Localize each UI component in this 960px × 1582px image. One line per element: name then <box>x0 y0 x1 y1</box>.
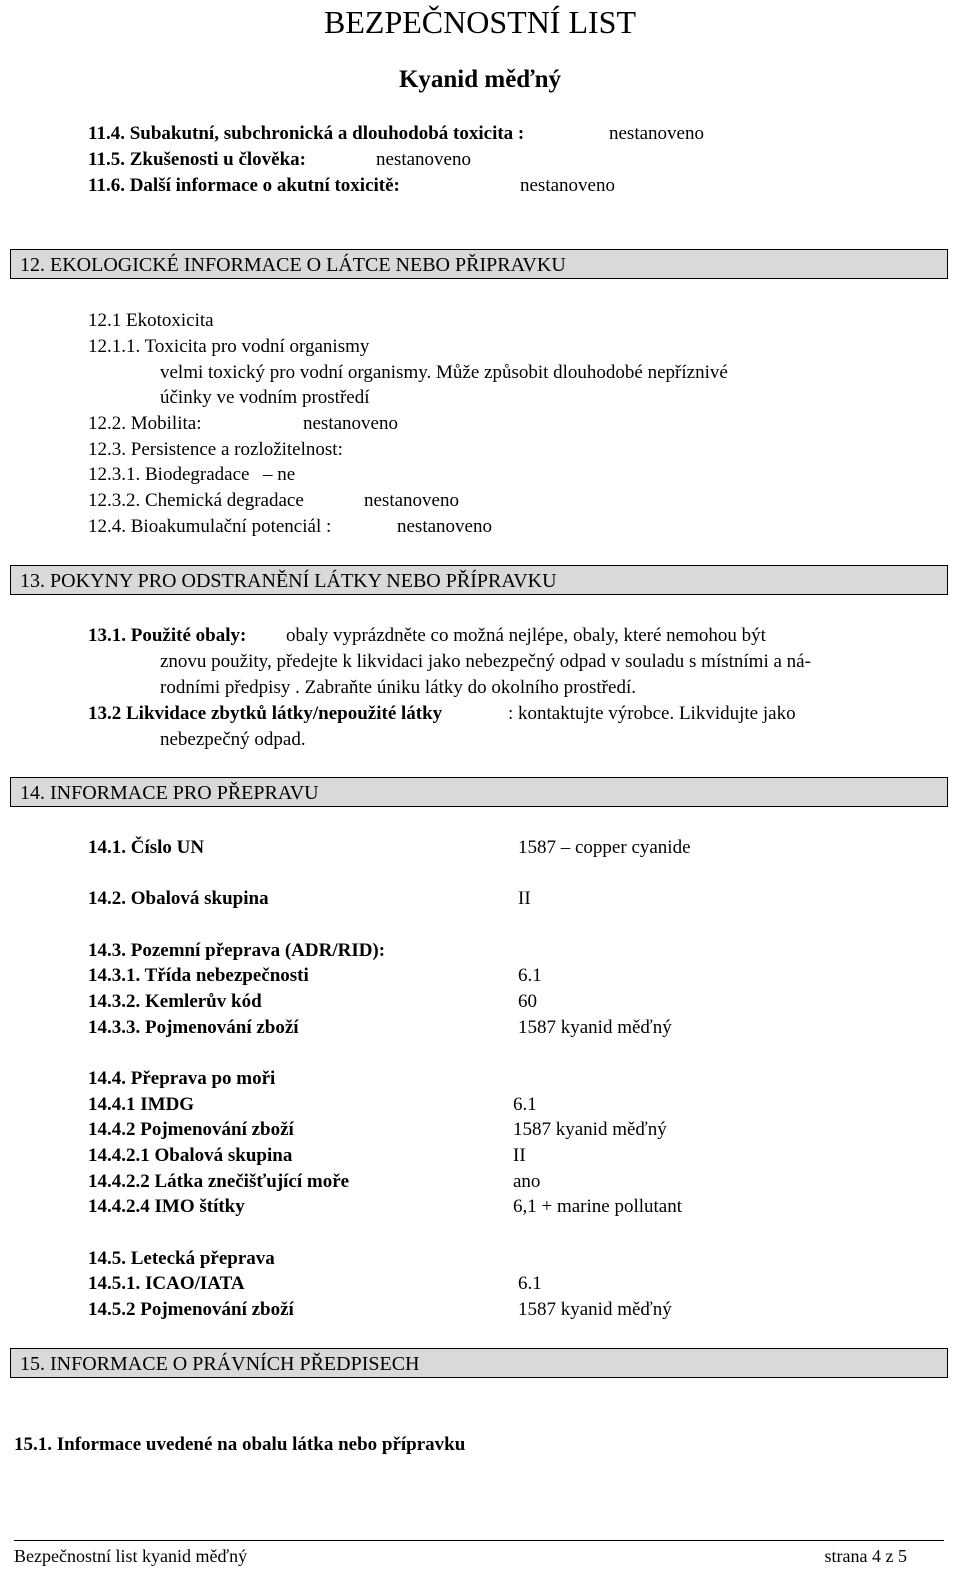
s11-4-label: 11.4. Subakutní, subchronická a dlouhodobá toxicita : <box>88 123 525 144</box>
transport-row-value: 6.1 <box>518 965 542 986</box>
s13-2-line1: : kontaktujte výrobce. Likvidujte jako <box>508 703 796 724</box>
transport-row-label: 14.4. Přeprava po moři <box>88 1068 276 1089</box>
transport-row-label: 14.4.2 Pojmenování zboží <box>88 1119 294 1140</box>
transport-row-value: 1587 kyanid měďný <box>513 1119 667 1140</box>
transport-row-label: 14.5. Letecká přeprava <box>88 1248 275 1269</box>
section-13-heading <box>10 565 948 595</box>
s12-3-label: 12.3. Persistence a rozložitelnost: <box>88 439 343 460</box>
s13-2-line2: nebezpečný odpad. <box>160 729 306 750</box>
transport-row-label: 14.5.2 Pojmenování zboží <box>88 1299 294 1320</box>
transport-row-value: 6.1 <box>513 1094 537 1115</box>
transport-row-value: II <box>518 888 531 909</box>
transport-row-label: 14.5.1. ICAO/IATA <box>88 1273 245 1294</box>
transport-row-label: 14.1. Číslo UN <box>88 837 205 858</box>
transport-row-value: 1587 kyanid měďný <box>518 1017 672 1038</box>
transport-row-value: 1587 kyanid měďný <box>518 1299 672 1320</box>
s12-1: 12.1 Ekotoxicita <box>88 310 214 331</box>
s12-3-1-label: 12.3.1. Biodegradace <box>88 464 250 485</box>
s12-1-1-text2: účinky ve vodním prostředí <box>160 387 370 408</box>
s13-1-line2: znovu použity, předejte k likvidaci jako nebezpečný odpad v souladu s místními a ná- <box>160 651 811 672</box>
s13-1-line3: rodními předpisy . Zabraňte úniku látky do okolního prostředí. <box>160 677 636 698</box>
s13-2-label: 13.2 Likvidace zbytků látky/nepoužité látky <box>88 703 443 724</box>
transport-row-value: II <box>513 1145 526 1166</box>
section-15-title: 15. INFORMACE O PRÁVNÍCH PŘEDPISECH <box>20 1353 420 1375</box>
s12-3-2-label: 12.3.2. Chemická degradace <box>88 490 304 511</box>
footer-doc-name: Bezpečnostní list kyanid měďný <box>14 1546 248 1566</box>
section-13-title: 13. POKYNY PRO ODSTRANĚNÍ LÁTKY NEBO PŘÍPRAVKU <box>20 570 557 592</box>
s12-1-1-label: 12.1.1. Toxicita pro vodní organismy <box>88 336 370 357</box>
s13-1-line1: obaly vyprázdněte co možná nejlépe, obaly, které nemohou být <box>286 625 766 646</box>
s11-5-value: nestanoveno <box>376 149 471 170</box>
s11-6-label: 11.6. Další informace o akutní toxicitě: <box>88 175 400 196</box>
transport-row-value: 6,1 + marine pollutant <box>513 1196 683 1217</box>
s12-3-2-value: nestanoveno <box>364 490 459 511</box>
transport-row-label: 14.3. Pozemní přeprava (ADR/RID): <box>88 940 386 961</box>
s12-4-label: 12.4. Bioakumulační potenciál : <box>88 516 332 537</box>
s12-1-1-text1: velmi toxický pro vodní organismy. Může způsobit dlouhodobé nepříznivé <box>160 362 728 383</box>
transport-row-value: 60 <box>518 991 537 1012</box>
s12-2-value: nestanoveno <box>303 413 398 434</box>
product-name: Kyanid měďný <box>398 66 562 93</box>
transport-row-label: 14.3.3. Pojmenování zboží <box>88 1017 299 1038</box>
transport-row-label: 14.4.2.4 IMO štítky <box>88 1196 245 1217</box>
section-12-heading <box>10 249 948 279</box>
s12-4-value: nestanoveno <box>397 516 492 537</box>
s11-5-label: 11.5. Zkušenosti u člověka: <box>88 149 307 170</box>
transport-row-value: ano <box>513 1171 541 1192</box>
footer-rule <box>14 1540 944 1541</box>
section-15-heading <box>10 1348 948 1378</box>
section-12-title: 12. EKOLOGICKÉ INFORMACE O LÁTCE NEBO PŘIPRAVKU <box>20 254 566 276</box>
transport-row-label: 14.3.2. Kemlerův kód <box>88 991 262 1012</box>
s11-4-value: nestanoveno <box>609 123 704 144</box>
s13-1-label: 13.1. Použité obaly: <box>88 625 247 646</box>
section-14-heading <box>10 777 948 807</box>
transport-row-label: 14.4.2.1 Obalová skupina <box>88 1145 293 1166</box>
s12-2-label: 12.2. Mobilita: <box>88 413 202 434</box>
transport-row-label: 14.3.1. Třída nebezpečnosti <box>88 965 309 986</box>
document-title: BEZPEČNOSTNÍ LIST <box>324 4 636 40</box>
s15-1: 15.1. Informace uvedené na obalu látka nebo přípravku <box>14 1434 466 1455</box>
section-14-title: 14. INFORMACE PRO PŘEPRAVU <box>20 782 319 804</box>
s11-6-value: nestanoveno <box>520 175 615 196</box>
transport-row-label: 14.4.2.2 Látka znečišťující moře <box>88 1171 350 1192</box>
page-number: strana 4 z 5 <box>824 1546 907 1566</box>
transport-row-label: 14.4.1 IMDG <box>88 1094 195 1115</box>
transport-row-value: 6.1 <box>518 1273 542 1294</box>
transport-row-label: 14.2. Obalová skupina <box>88 888 269 909</box>
s12-3-1-value: – ne <box>263 464 296 485</box>
transport-row-value: 1587 – copper cyanide <box>518 837 691 858</box>
